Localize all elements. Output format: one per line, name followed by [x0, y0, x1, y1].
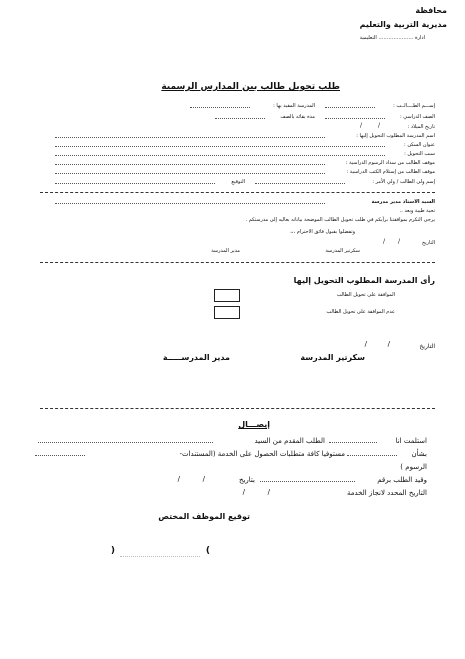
signature-paren-right: ) [205, 546, 210, 556]
reject-checkbox[interactable] [214, 306, 240, 319]
receiving-date-label: التاريخ [419, 343, 435, 350]
stay-period-label: مدة بقائه بالصف [280, 114, 315, 120]
section-divider-1 [40, 192, 435, 193]
grade-field[interactable] [325, 112, 385, 119]
fees-status-label: موقف الطالب من سداد الرسوم الدراسية : [345, 160, 435, 166]
receiving-heading: رأى المدرسة المطلوب التحويل إليها [293, 276, 435, 285]
guardian-name-label: إسم ولى الطالب / ولي الأمر : [372, 179, 435, 185]
letter-body: يرجى التكرم بموافقتنا برأيكم في طلب تحويل الطالب الموضحة بياناته بعاليه إلى مدرستكم . [245, 217, 435, 223]
reason-label: سبب التحويل : [404, 151, 435, 157]
receipt-line2-b: مستوفيا كافة متطلبات الحصول على الخدمة (المستندات- [179, 450, 345, 458]
reject-label: عدم الموافقة على تحويل الطالب [326, 309, 395, 315]
signature-field[interactable] [55, 177, 215, 184]
receipt-number-field[interactable] [260, 475, 355, 482]
section-divider-3 [40, 408, 435, 409]
transfer-school-label: اسم المدرسة المطلوب التحويل إليها : [356, 133, 435, 139]
receipt-line5: التاريخ المحدد لانجاز الخدمة [346, 489, 427, 497]
books-status-label: موقف الطالب من إستلام الكتب الدراسية : [346, 169, 435, 175]
receipt-applicant-field[interactable] [38, 436, 213, 443]
receipt-deadline-slash-1: / [267, 488, 270, 496]
receiving-principal: مدير المدرســـــة [162, 353, 230, 362]
address-label: عنوان السكن : [404, 142, 435, 148]
birth-date-label: تاريخ الميلاد : [407, 124, 435, 130]
receipt-deadline-slash-2: / [242, 488, 245, 496]
receipt-line3: الرسوم ) [400, 463, 427, 471]
stay-period-field[interactable] [215, 112, 265, 119]
guardian-name-field[interactable] [255, 177, 345, 184]
section-divider-2 [40, 262, 435, 263]
approve-label: الموافقة على تحويل الطالب [336, 292, 395, 298]
receipt-line4-a: وقيد الطلب برقم [377, 476, 427, 484]
birth-date-slash-1: / [377, 122, 380, 129]
signature-paren-left: ( [110, 546, 115, 556]
receipt-line1-b: الطلب المقدم من السيد [254, 437, 325, 445]
receipt-date-slash-2: / [177, 475, 180, 483]
receipt-line4-b: بتاريخ [238, 476, 255, 484]
directorate-label: مديرية التربية والتعليم [359, 20, 447, 29]
letter-date-label: التاريخ [422, 240, 435, 246]
officer-signature-field[interactable] [120, 550, 200, 557]
student-name-label: إســـم الطــــالــب : [393, 103, 435, 109]
letter-recipient: السيد الاستاذ مدير مدرسة [371, 199, 435, 205]
letter-secretary: سكرتير المدرسة [325, 248, 360, 254]
receipt-heading: إيصـــال [238, 420, 270, 429]
page-title: طلب تحويل طالب بين المدارس الرسمية [161, 82, 340, 92]
approve-checkbox[interactable] [214, 289, 240, 302]
receipt-employee-field[interactable] [329, 436, 377, 443]
receiving-date-slash-1: / [387, 340, 390, 348]
receipt-date-slash-1: / [202, 475, 205, 483]
letter-recipient-field[interactable] [55, 197, 325, 204]
school-enrolled-label: المدرسة المقيد بها : [273, 103, 315, 109]
grade-label: الصف الدراسي : [400, 114, 435, 120]
receiving-secretary: سكرتير المدرسة [300, 353, 365, 362]
governorate-label: محافظة [415, 6, 447, 15]
signature-label: التوقيع [231, 179, 245, 185]
receipt-line2-a: بشأن [411, 450, 427, 458]
receipt-line1-a: استلمت انا [395, 437, 427, 445]
officer-signature-label: توقيع الموظف المختص [158, 512, 250, 521]
receiving-date-slash-2: / [364, 340, 367, 348]
birth-date-slash-2: / [359, 122, 362, 129]
transfer-school-field[interactable] [55, 131, 325, 138]
student-name-field[interactable] [325, 101, 375, 108]
letter-principal: مدير المدرسة [211, 248, 240, 254]
letter-closing: وتفضلوا بقبول فائق الاحترام ،،، [290, 229, 355, 235]
books-status-field[interactable] [55, 167, 325, 174]
school-enrolled-field[interactable] [190, 101, 250, 108]
letter-greeting: تحية طيبة وبعد .. [399, 208, 435, 214]
receipt-subject-field-2[interactable] [35, 449, 85, 456]
fees-status-field[interactable] [55, 158, 325, 165]
reason-field[interactable] [55, 149, 385, 156]
receipt-subject-field[interactable] [347, 449, 397, 456]
admin-line: ادارة ………………… التعليمية [359, 35, 425, 41]
letter-date-slash-2: / [382, 238, 385, 245]
address-field[interactable] [55, 140, 385, 147]
letter-date-slash-1: / [397, 238, 400, 245]
